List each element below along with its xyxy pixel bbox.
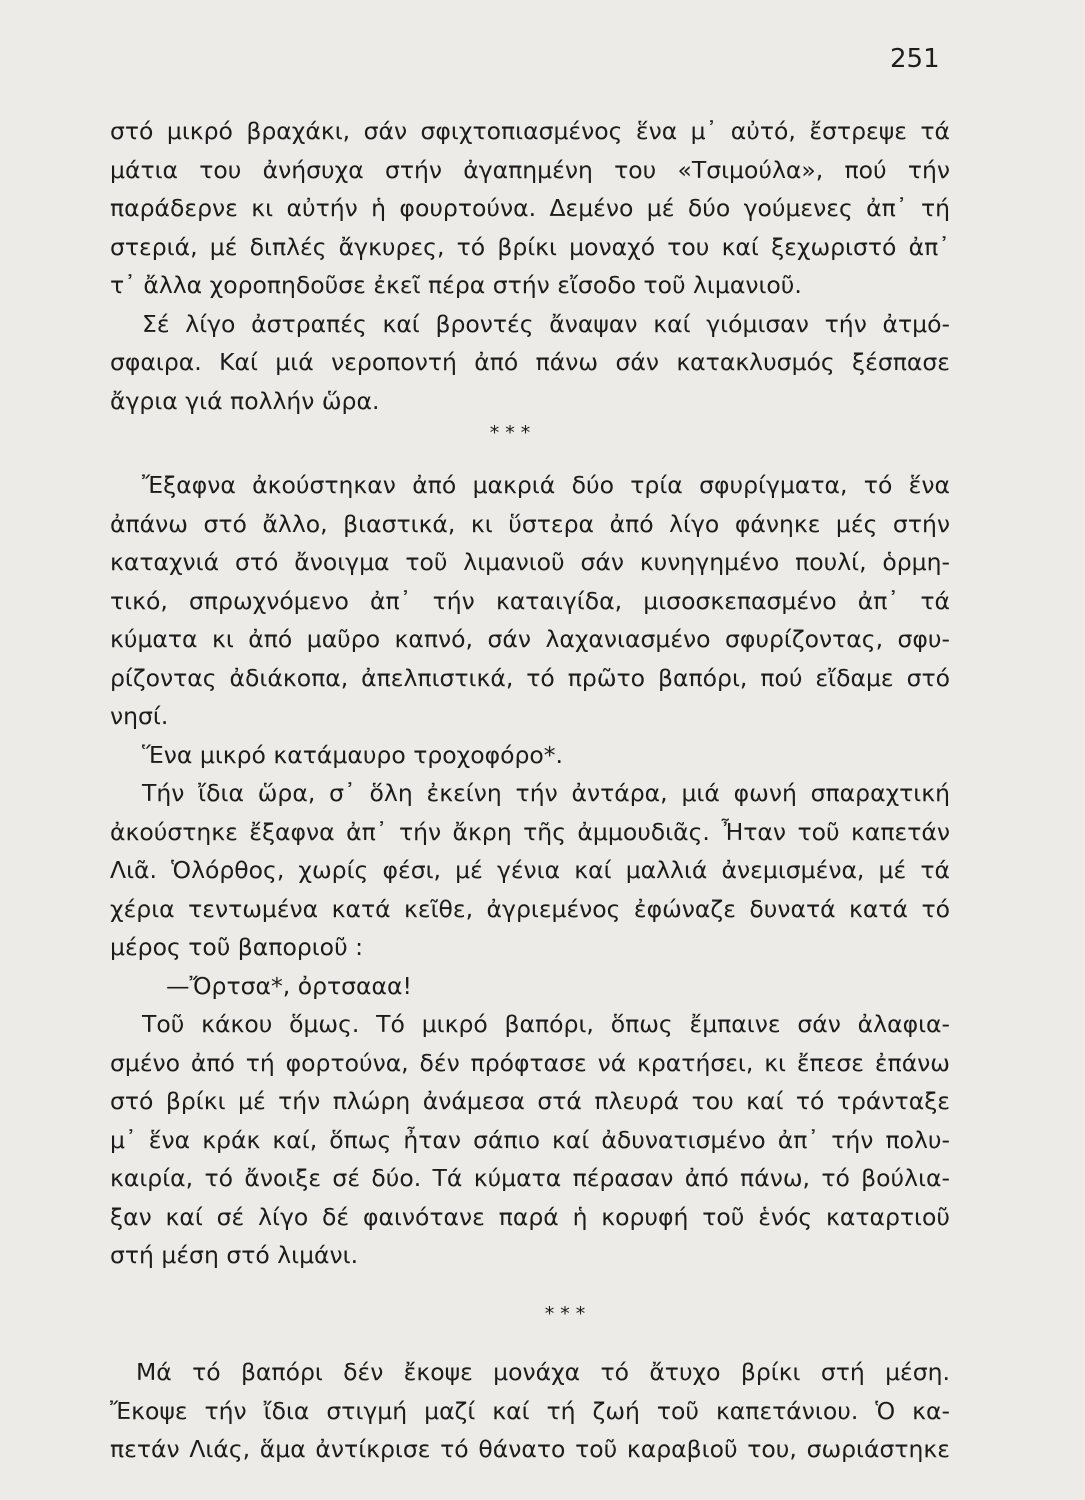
spacer — [110, 1333, 950, 1353]
text-line: τικό, σπρωχνόμενο ἀπ᾿ τήν καταιγίδα, μισοσκεπασμένο ἀπ᾿ τά — [110, 586, 950, 615]
text-line: μέρος τοῦ βαποριοῦ : — [110, 933, 364, 961]
text-line: κύματα κι ἀπό μαῦρο καπνό, σάν λαχανιασμένο σφυρίζοντας, σφυ- — [110, 625, 950, 653]
text-line: καταχνιά στό ἄνοιγμα τοῦ λιμανιοῦ σάν κυνηγημένο πουλί, ὁρμη- — [110, 548, 950, 576]
text-line: ρίζοντας ἀδιάκοπα, ἀπελπιστικά, τό πρῶτο βαπόρι, πού εἴδαμε στό — [110, 663, 950, 692]
text-line: μ᾿ ἕνα κράκ καί, ὅπως ἦταν σάπιο καί ἀδυνατισμένο ἀπ᾿ τήν πολυ- — [110, 1125, 950, 1154]
body-text — [110, 112, 950, 1469]
text-line: ἀκούστηκε ἔξαφνα ἀπ᾿ τήν ἄκρη τῆς ἀμμουδιᾶς. Ἦταν τοῦ καπετάν — [110, 817, 950, 846]
text-line: τ᾿ ἄλλα χοροπηδοῦσε ἐκεῖ πέρα στήν εἴσοδο τοῦ λιμανιοῦ. — [110, 271, 802, 299]
text-line: Ἔκοψε τήν ἴδια στιγμή μαζί καί τή ζωή τοῦ καπετάνιου. Ὁ κα- — [110, 1396, 950, 1425]
spacer — [110, 446, 950, 466]
page-number: 251 — [890, 44, 940, 74]
text-line: Ἕνα μικρό κατάμαυρο τροχοφόρο*. — [142, 740, 563, 769]
text-line: Ἔξαφνα ἀκούστηκαν ἀπό μακριά δύο τρία σφυρίγματα, τό ἕνα — [142, 471, 950, 499]
text-line: στό βρίκι μέ τήν πλώρη ἀνάμεσα στά πλευρά του καί τό τράνταξε — [110, 1087, 950, 1115]
spacer — [110, 1275, 950, 1295]
text-line: ἀπάνω στό ἄλλο, βιαστικά, κι ὕστερα ἀπό λίγο φάνηκε μές στήν — [110, 509, 950, 538]
text-line: παράδερνε κι αὐτήν ἡ φουρτούνα. Δεμένο μέ δύο γούμενες ἀπ᾿ τή — [110, 194, 950, 222]
text-line: νησί. — [110, 702, 169, 730]
text-line: στή μέση στό λιμάνι. — [110, 1241, 359, 1269]
text-line: καιρία, τό ἄνοιξε σέ δύο. Τά κύματα πέρασαν ἀπό πάνω, τό βούλια- — [110, 1164, 950, 1192]
text-line: ξαν καί σέ λίγο δέ φαινότανε παρά ἡ κορυφή τοῦ ἑνός καταρτιοῦ — [110, 1202, 950, 1231]
text-line: Σέ λίγο ἀστραπές καί βροντές ἄναψαν καί γιόμισαν τήν ἀτμό- — [142, 309, 950, 338]
text-line: χέρια τεντωμένα κατά κεῖθε, ἀγριεμένος ἐφώναζε δυνατά κατά τό — [110, 894, 950, 923]
text-line: Μά τό βαπόρι δέν ἔκοψε μονάχα τό ἄτυχο βρίκι στή μέση. — [136, 1358, 950, 1386]
text-line: σμένο ἀπό τή φορτούνα, δέν πρόφτασε νά κρατήσει, κι ἔπεσε ἐπάνω — [110, 1048, 950, 1077]
text-line: πετάν Λιάς, ἅμα ἀντίκρισε τό θάνατο τοῦ καραβιοῦ του, σωριάστηκε — [110, 1435, 950, 1463]
text-line: Λιᾶ. Ὁλόρθος, χωρίς φέσι, μέ γένια καί μαλλιά ἀνεμισμένα, μέ τά — [110, 856, 950, 884]
text-line: —Ὄρτσα*, ὀρτσααα! — [166, 971, 412, 1000]
section-break-asterisks: * * * — [489, 422, 531, 444]
text-line: ἄγρια γιά πολλήν ὥρα. — [110, 386, 380, 415]
text-line: στό μικρό βραχάκι, σάν σφιχτοπιασμένος ἕνα μ᾿ αὐτό, ἔστρεψε τά — [110, 117, 950, 145]
section-break-asterisks: * * * — [544, 1302, 586, 1325]
text-line: Τήν ἴδια ὥρα, σ᾿ ὅλη ἐκείνη τήν ἀντάρα, μιά φωνή σπαραχτική — [142, 779, 950, 807]
text-line: στεριά, μέ διπλές ἄγκυρες, τό βρίκι μοναχό του καί ξεχωριστό ἀπ᾿ — [110, 232, 950, 261]
text-line: σφαιρα. Καί μιά νεροποντή ἀπό πάνω σάν κατακλυσμός ξέσπασε — [110, 348, 950, 376]
text-line: Τοῦ κάκου ὅμως. Τό μικρό βαπόρι, ὅπως ἔμπαινε σάν ἀλαφια- — [142, 1010, 950, 1038]
text-line: μάτια του ἀνήσυχα στήν ἀγαπημένη του «Τσιμούλα», πού τήν — [110, 155, 950, 184]
